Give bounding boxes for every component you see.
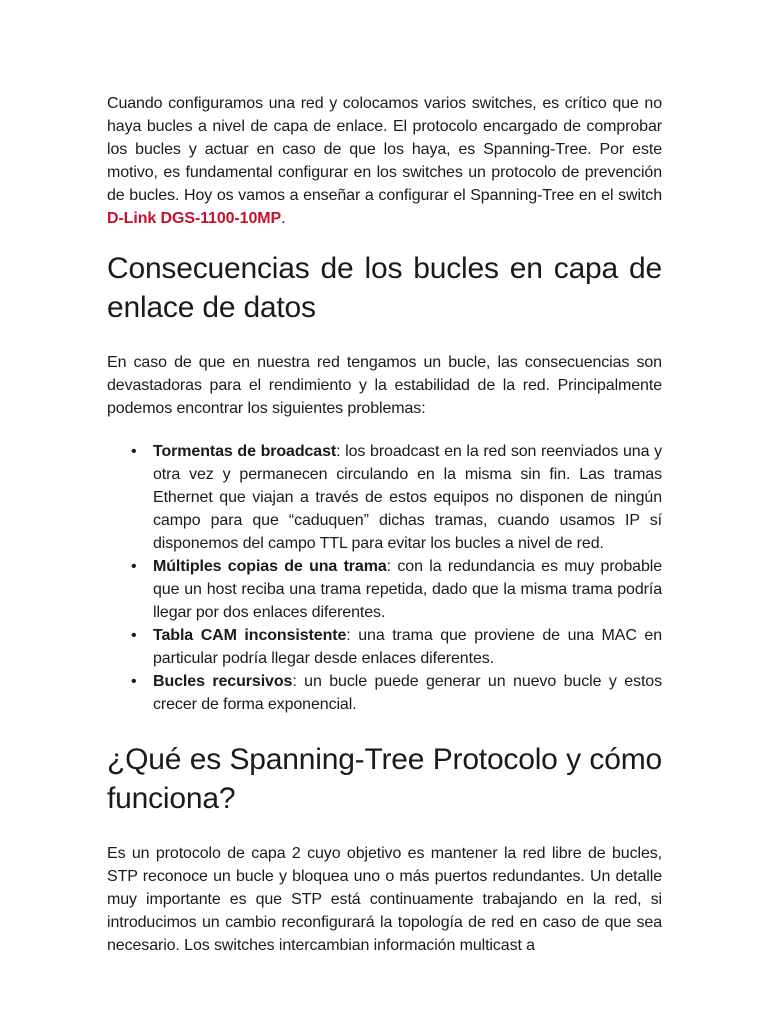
intro-text: Cuando configuramos una red y colocamos varios switches, es crítico que no haya bucles a nivel de capa de enlace. El protocolo encargado de comprobar los bucles y actuar en caso de que los haya, es Spanning-Tree. Por este motivo, es fundamental configurar en los switches un protocolo de prevención de bucles. Hoy os vamos a enseñar a configurar el Spanning-Tree en el switch — [107, 95, 662, 204]
product-link[interactable]: D-Link DGS-1100-10MP — [107, 210, 282, 227]
bullet-icon: • — [131, 443, 137, 460]
list-item-desc: : una trama que proviene de una MAC en particular podría llegar desde enlaces diferentes. — [153, 627, 663, 667]
list-item-desc: : un bucle puede generar un nuevo bucle y estos crecer de forma exponencial. — [153, 673, 663, 713]
list-item — [131, 670, 663, 716]
stp-paragraph: Es un protocolo de capa 2 cuyo objetivo es mantener la red libre de bucles, STP reconoce un bucle y bloquea uno o más puertos redundantes. Un detalle muy importante es que STP está continuamente trabajando en la red, si introducimos un cambio reconfigurará la topología de red en caso de que sea necesario. Los switches intercambian información multicast a — [107, 845, 662, 954]
bullet-icon: • — [131, 558, 137, 575]
section-heading-consequences: Consecuencias de los bucles en capa de enlace de datos — [107, 252, 662, 324]
list-item — [131, 555, 662, 624]
problems-list — [107, 440, 662, 716]
list-item — [131, 624, 663, 670]
intro-paragraph — [107, 92, 662, 230]
consequences-paragraph: En caso de que en nuestra red tengamos un bucle, las consecuencias son devastadoras para el rendimiento y la estabilidad de la red. Principalmente podemos encontrar los siguientes problemas: — [107, 354, 662, 417]
list-item-desc: : con la redundancia es muy probable que un host reciba una trama repetida, dado que la misma trama podría llegar por dos enlaces diferentes. — [153, 558, 662, 621]
list-item-term: Tabla CAM inconsistente — [153, 627, 347, 644]
intro-text-end: . — [281, 210, 286, 227]
list-item-desc: : los broadcast en la red son reenviados una y otra vez y permanecen circulando en la misma sin fin. Las tramas Ethernet que viajan a través de estos equipos no disponen de ningún campo para que “caduquen” dichas tramas, cuando usamos IP sí disponemos del campo TTL para evitar los bucles a nivel de red. — [153, 443, 662, 552]
section-heading-stp: ¿Qué es Spanning-Tree Protocolo y cómo funciona? — [107, 743, 662, 815]
bullet-icon: • — [131, 627, 137, 644]
bullet-icon: • — [131, 673, 137, 690]
list-item-term: Múltiples copias de una trama — [153, 558, 387, 575]
list-item-term: Tormentas de broadcast — [153, 443, 337, 460]
list-item-term: Bucles recursivos — [153, 673, 293, 690]
document-page — [107, 92, 662, 957]
list-item — [131, 440, 662, 555]
